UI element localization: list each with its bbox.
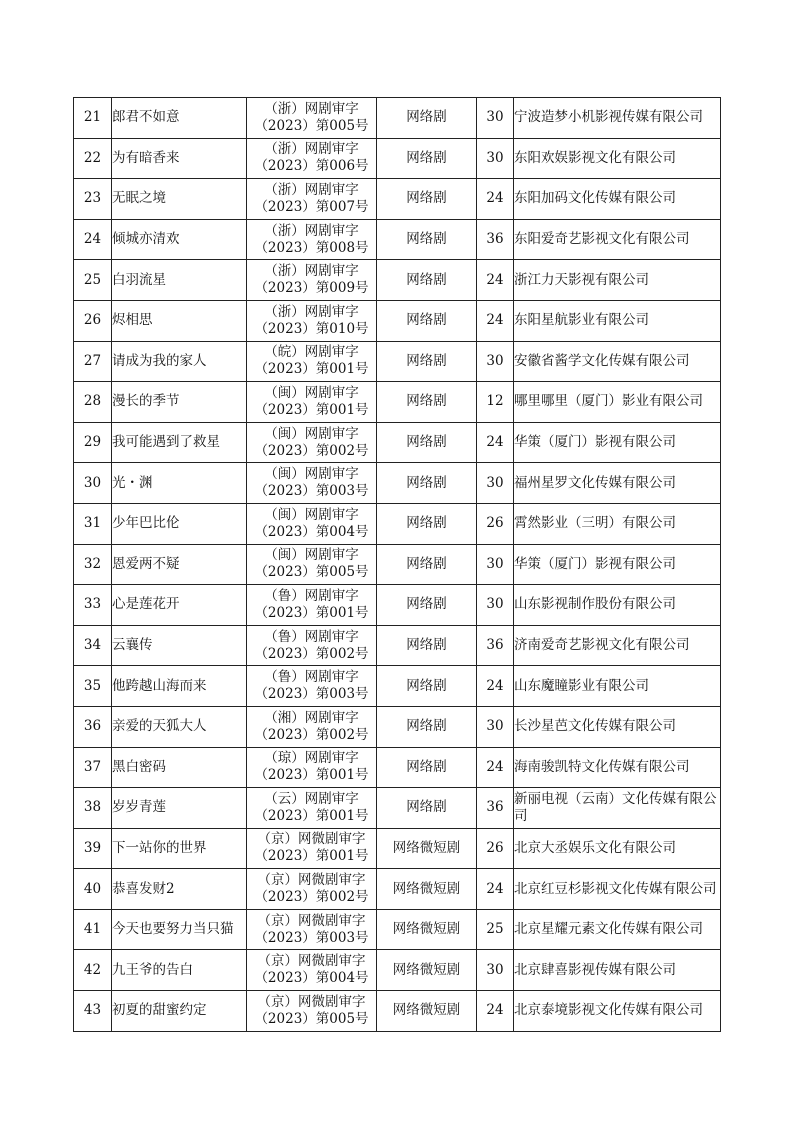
permit-line-1: （京）网微剧审字 [257, 993, 366, 1010]
episode-count: 12 [477, 382, 514, 423]
table-row [74, 909, 721, 950]
episode-count: 30 [477, 138, 514, 179]
permit-number [247, 98, 377, 139]
permit-line-1: （京）网微剧审字 [257, 953, 366, 970]
permit-line-2: （2023）第003号 [254, 483, 369, 500]
drama-title: 无眠之境 [112, 179, 247, 220]
row-number: 29 [74, 422, 112, 463]
drama-type: 网络剧 [377, 382, 477, 423]
production-company: 北京泰境影视文化传媒有限公司 [514, 991, 721, 1032]
episode-count: 36 [477, 788, 514, 829]
permit-line-2: （2023）第001号 [254, 767, 369, 784]
permit-number [247, 300, 377, 341]
episode-count: 30 [477, 585, 514, 626]
drama-type: 网络剧 [377, 138, 477, 179]
permit-line-1: （京）网微剧审字 [257, 831, 366, 848]
permit-number [247, 747, 377, 788]
row-number: 32 [74, 544, 112, 585]
episode-count: 25 [477, 909, 514, 950]
table-row [74, 138, 721, 179]
production-company: 东阳星航影业有限公司 [514, 300, 721, 341]
records-body [74, 98, 721, 1032]
drama-title: 亲爱的天狐大人 [112, 706, 247, 747]
episode-count: 24 [477, 666, 514, 707]
row-number: 34 [74, 625, 112, 666]
row-number: 42 [74, 950, 112, 991]
episode-count: 24 [477, 422, 514, 463]
permit-line-2: （2023）第001号 [254, 361, 369, 378]
drama-title: 我可能遇到了救星 [112, 422, 247, 463]
drama-type: 网络剧 [377, 463, 477, 504]
production-company: 北京星耀元素文化传媒有限公司 [514, 909, 721, 950]
episode-count: 24 [477, 179, 514, 220]
drama-type: 网络微短剧 [377, 869, 477, 910]
row-number: 28 [74, 382, 112, 423]
table-row [74, 869, 721, 910]
row-number: 40 [74, 869, 112, 910]
permit-number [247, 706, 377, 747]
drama-type: 网络剧 [377, 625, 477, 666]
permit-number [247, 260, 377, 301]
production-company: 福州星罗文化传媒有限公司 [514, 463, 721, 504]
permit-number [247, 869, 377, 910]
drama-title: 九王爷的告白 [112, 950, 247, 991]
drama-type: 网络剧 [377, 544, 477, 585]
permit-line-2: （2023）第005号 [254, 117, 369, 134]
drama-type: 网络剧 [377, 179, 477, 220]
episode-count: 30 [477, 706, 514, 747]
production-company: 东阳欢娱影视文化有限公司 [514, 138, 721, 179]
permit-line-1: （浙）网剧审字 [264, 303, 359, 320]
episode-count: 24 [477, 991, 514, 1032]
table-row [74, 706, 721, 747]
production-company: 安徽省酱学文化传媒有限公司 [514, 341, 721, 382]
table-row [74, 788, 721, 829]
drama-type: 网络剧 [377, 219, 477, 260]
drama-type: 网络剧 [377, 788, 477, 829]
row-number: 39 [74, 828, 112, 869]
drama-title: 恭喜发财2 [112, 869, 247, 910]
row-number: 31 [74, 503, 112, 544]
production-company: 长沙星芭文化传媒有限公司 [514, 706, 721, 747]
drama-type: 网络剧 [377, 341, 477, 382]
permit-line-1: （浙）网剧审字 [264, 100, 359, 117]
permit-line-1: （鲁）网剧审字 [264, 669, 359, 686]
drama-title: 请成为我的家人 [112, 341, 247, 382]
drama-title: 初夏的甜蜜约定 [112, 991, 247, 1032]
episode-count: 24 [477, 869, 514, 910]
drama-type: 网络剧 [377, 666, 477, 707]
drama-title: 岁岁青莲 [112, 788, 247, 829]
permit-number [247, 788, 377, 829]
permit-line-1: （浙）网剧审字 [264, 141, 359, 158]
permit-line-2: （2023）第007号 [254, 198, 369, 215]
drama-type: 网络微短剧 [377, 828, 477, 869]
table-row [74, 625, 721, 666]
row-number: 36 [74, 706, 112, 747]
permit-line-2: （2023）第003号 [254, 929, 369, 946]
table-row [74, 300, 721, 341]
permit-line-2: （2023）第009号 [254, 280, 369, 297]
row-number: 21 [74, 98, 112, 139]
table-row [74, 950, 721, 991]
row-number: 35 [74, 666, 112, 707]
drama-type: 网络剧 [377, 747, 477, 788]
table-row [74, 422, 721, 463]
table-row [74, 219, 721, 260]
drama-title: 心是莲花开 [112, 585, 247, 626]
permit-number [247, 909, 377, 950]
production-company: 北京红豆杉影视文化传媒有限公司 [514, 869, 721, 910]
drama-type: 网络剧 [377, 706, 477, 747]
production-company: 海南骏凯特文化传媒有限公司 [514, 747, 721, 788]
row-number: 25 [74, 260, 112, 301]
permit-line-1: （皖）网剧审字 [264, 344, 359, 361]
permit-number [247, 341, 377, 382]
table-row [74, 463, 721, 504]
permit-line-2: （2023）第004号 [254, 523, 369, 540]
permit-line-2: （2023）第001号 [254, 401, 369, 418]
episode-count: 30 [477, 341, 514, 382]
episode-count: 30 [477, 98, 514, 139]
production-company: 新丽电视（云南）文化传媒有限公司 [514, 788, 721, 829]
production-company: 济南爱奇艺影视文化有限公司 [514, 625, 721, 666]
row-number: 24 [74, 219, 112, 260]
permit-number [247, 422, 377, 463]
table-row [74, 179, 721, 220]
permit-line-2: （2023）第001号 [254, 848, 369, 865]
production-company: 北京肆喜影视传媒有限公司 [514, 950, 721, 991]
drama-title: 云襄传 [112, 625, 247, 666]
permit-line-1: （闽）网剧审字 [264, 466, 359, 483]
permit-line-2: （2023）第002号 [254, 726, 369, 743]
permit-line-1: （浙）网剧审字 [264, 263, 359, 280]
table-row [74, 544, 721, 585]
row-number: 30 [74, 463, 112, 504]
production-company: 山东影视制作股份有限公司 [514, 585, 721, 626]
drama-title: 为有暗香来 [112, 138, 247, 179]
permit-line-2: （2023）第010号 [254, 320, 369, 337]
drama-type: 网络微短剧 [377, 991, 477, 1032]
drama-title: 郎君不如意 [112, 98, 247, 139]
permit-line-2: （2023）第002号 [254, 889, 369, 906]
drama-type: 网络剧 [377, 260, 477, 301]
table-row [74, 382, 721, 423]
permit-line-2: （2023）第005号 [254, 564, 369, 581]
permit-number [247, 138, 377, 179]
drama-type: 网络剧 [377, 422, 477, 463]
production-company: 宁波造梦小机影视传媒有限公司 [514, 98, 721, 139]
episode-count: 26 [477, 828, 514, 869]
row-number: 23 [74, 179, 112, 220]
table-row [74, 747, 721, 788]
permit-line-2: （2023）第008号 [254, 239, 369, 256]
permit-line-1: （浙）网剧审字 [264, 181, 359, 198]
permit-line-2: （2023）第002号 [254, 645, 369, 662]
episode-count: 30 [477, 463, 514, 504]
row-number: 41 [74, 909, 112, 950]
drama-type: 网络微短剧 [377, 950, 477, 991]
drama-type: 网络微短剧 [377, 909, 477, 950]
permit-number [247, 585, 377, 626]
row-number: 43 [74, 991, 112, 1032]
drama-title: 他跨越山海而来 [112, 666, 247, 707]
drama-title: 今天也要努力当只猫 [112, 909, 247, 950]
permit-line-2: （2023）第004号 [254, 970, 369, 987]
permit-number [247, 503, 377, 544]
permit-number [247, 950, 377, 991]
drama-type: 网络剧 [377, 503, 477, 544]
permit-line-1: （湘）网剧审字 [264, 709, 359, 726]
drama-title: 倾城亦清欢 [112, 219, 247, 260]
permit-line-1: （浙）网剧审字 [264, 222, 359, 239]
permit-number [247, 828, 377, 869]
permit-line-2: （2023）第005号 [254, 1010, 369, 1027]
drama-title: 黑白密码 [112, 747, 247, 788]
row-number: 38 [74, 788, 112, 829]
records-table [73, 97, 721, 1032]
table-row [74, 585, 721, 626]
episode-count: 36 [477, 219, 514, 260]
table-row [74, 98, 721, 139]
production-company: 北京大丞娱乐文化有限公司 [514, 828, 721, 869]
permit-line-1: （鲁）网剧审字 [264, 628, 359, 645]
permit-line-1: （鲁）网剧审字 [264, 587, 359, 604]
episode-count: 30 [477, 544, 514, 585]
permit-line-1: （闽）网剧审字 [264, 384, 359, 401]
production-company: 华策（厦门）影视有限公司 [514, 544, 721, 585]
drama-type: 网络剧 [377, 585, 477, 626]
permit-number [247, 544, 377, 585]
table-row [74, 828, 721, 869]
drama-title: 恩爱两不疑 [112, 544, 247, 585]
row-number: 26 [74, 300, 112, 341]
production-company: 山东魔瞳影业有限公司 [514, 666, 721, 707]
drama-title: 光・渊 [112, 463, 247, 504]
table-row [74, 260, 721, 301]
episode-count: 24 [477, 260, 514, 301]
episode-count: 30 [477, 950, 514, 991]
table-row [74, 666, 721, 707]
permit-number [247, 382, 377, 423]
permit-line-1: （闽）网剧审字 [264, 425, 359, 442]
production-company: 哪里哪里（厦门）影业有限公司 [514, 382, 721, 423]
production-company: 华策（厦门）影视有限公司 [514, 422, 721, 463]
drama-title: 下一站你的世界 [112, 828, 247, 869]
permit-line-2: （2023）第002号 [254, 442, 369, 459]
drama-title: 白羽流星 [112, 260, 247, 301]
production-company: 东阳加码文化传媒有限公司 [514, 179, 721, 220]
permit-number [247, 666, 377, 707]
permit-number [247, 991, 377, 1032]
row-number: 22 [74, 138, 112, 179]
permit-number [247, 463, 377, 504]
permit-line-1: （琼）网剧审字 [264, 750, 359, 767]
production-company: 浙江力天影视有限公司 [514, 260, 721, 301]
permit-number [247, 179, 377, 220]
table-row [74, 991, 721, 1032]
drama-type: 网络剧 [377, 98, 477, 139]
production-company: 东阳爱奇艺影视文化有限公司 [514, 219, 721, 260]
permit-number [247, 219, 377, 260]
permit-line-2: （2023）第006号 [254, 158, 369, 175]
permit-line-1: （云）网剧审字 [264, 790, 359, 807]
permit-line-1: （闽）网剧审字 [264, 506, 359, 523]
permit-number [247, 625, 377, 666]
permit-line-1: （京）网微剧审字 [257, 912, 366, 929]
episode-count: 24 [477, 747, 514, 788]
episode-count: 36 [477, 625, 514, 666]
episode-count: 26 [477, 503, 514, 544]
permit-line-2: （2023）第001号 [254, 604, 369, 621]
row-number: 33 [74, 585, 112, 626]
permit-line-1: （京）网微剧审字 [257, 872, 366, 889]
drama-title: 少年巴比伦 [112, 503, 247, 544]
row-number: 27 [74, 341, 112, 382]
permit-line-2: （2023）第001号 [254, 807, 369, 824]
production-company: 霄然影业（三明）有限公司 [514, 503, 721, 544]
permit-line-2: （2023）第003号 [254, 686, 369, 703]
drama-title: 漫长的季节 [112, 382, 247, 423]
episode-count: 24 [477, 300, 514, 341]
permit-line-1: （闽）网剧审字 [264, 547, 359, 564]
table-row [74, 341, 721, 382]
drama-title: 烬相思 [112, 300, 247, 341]
drama-type: 网络剧 [377, 300, 477, 341]
table-row [74, 503, 721, 544]
row-number: 37 [74, 747, 112, 788]
